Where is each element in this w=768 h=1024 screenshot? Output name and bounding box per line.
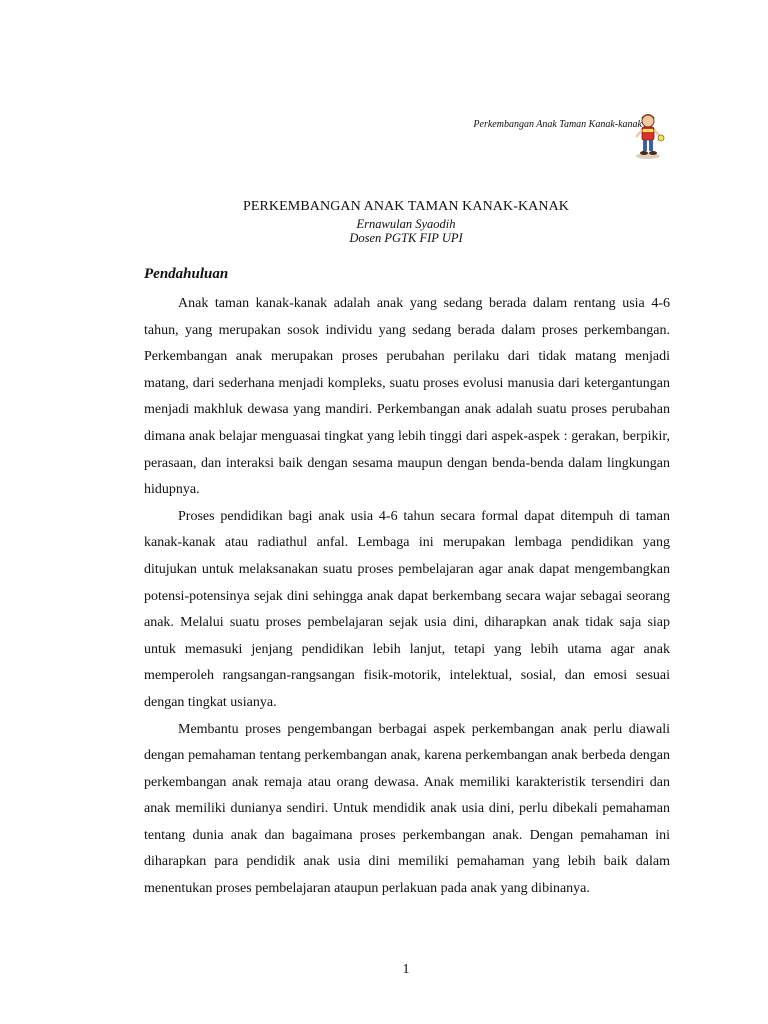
author-affiliation: Dosen PGTK FIP UPI [349,231,463,245]
paragraph-1: Anak taman kanak-kanak adalah anak yang sedang berada dalam rentang usia 4-6 tahun, yang merupakan sosok individu yang sedang berada dalam proses perkembangan. Perkembangan anak merupakan proses perubahan perilaku dari tidak matang menjadi matang, dari sederhana menjadi kompleks, suatu proses evolusi manusia dari ketergantungan menjadi makhluk dewasa yang mandiri. Perkembangan anak adalah suatu proses perubahan dimana anak belajar menguasai tingkat yang lebih tinggi dari aspek-aspek : gerakan, berpikir, perasaan, dan interaksi baik dengan sesama maupun dengan benda-benda dalam lingkungan hidupnya. [144,296,670,498]
body-text [144,291,670,903]
author-name: Ernawulan Syaodih [356,217,456,231]
running-header: Perkembangan Anak Taman Kanak-kanak [473,119,642,130]
paragraph-2: Proses pendidikan bagi anak usia 4-6 tahun secara formal dapat ditempuh di taman kanak-kanak atau radiathul anfal. Lembaga ini merupakan lembaga pendidikan yang ditujukan untuk melaksanakan suatu proses pembelajaran agar anak dapat mengembangkan potensi-potensinya sejak dini sehingga anak dapat berkembang secara wajar sebagai seorang anak. Melalui suatu proses pembelajaran sejak usia dini, diharapkan anak tidak saja siap untuk memasuki jenjang pendidikan lebih lanjut, tetapi yang lebih utama agar anak memperoleh rangsangan-rangsangan fisik-motorik, intelektual, sosial, dan emosi sesuai dengan tingkat usianya. [144,508,670,710]
section-heading: Pendahuluan [144,266,229,282]
page-number: 1 [402,962,410,977]
child-figure-icon [632,112,666,160]
document-title: PERKEMBANGAN ANAK TAMAN KANAK-KANAK [242,199,570,215]
paragraph-3: Membantu proses pengembangan berbagai aspek perkembangan anak perlu diawali dengan pemahaman tentang perkembangan anak, karena perkembangan anak berbeda dengan perkembangan anak remaja atau orang dewasa. Anak memiliki karakteristik tersendiri dan anak memiliki dunianya sendiri. Untuk mendidik anak usia dini, perlu dibekali pemahaman tentang dunia anak dan bagaimana proses perkembangan anak. Dengan pemahaman ini diharapkan para pendidik anak usia dini memiliki pemahaman yang lebih baik dalam menentukan proses pembelajaran ataupun perlakuan pada anak yang dibinanya. [144,721,670,897]
